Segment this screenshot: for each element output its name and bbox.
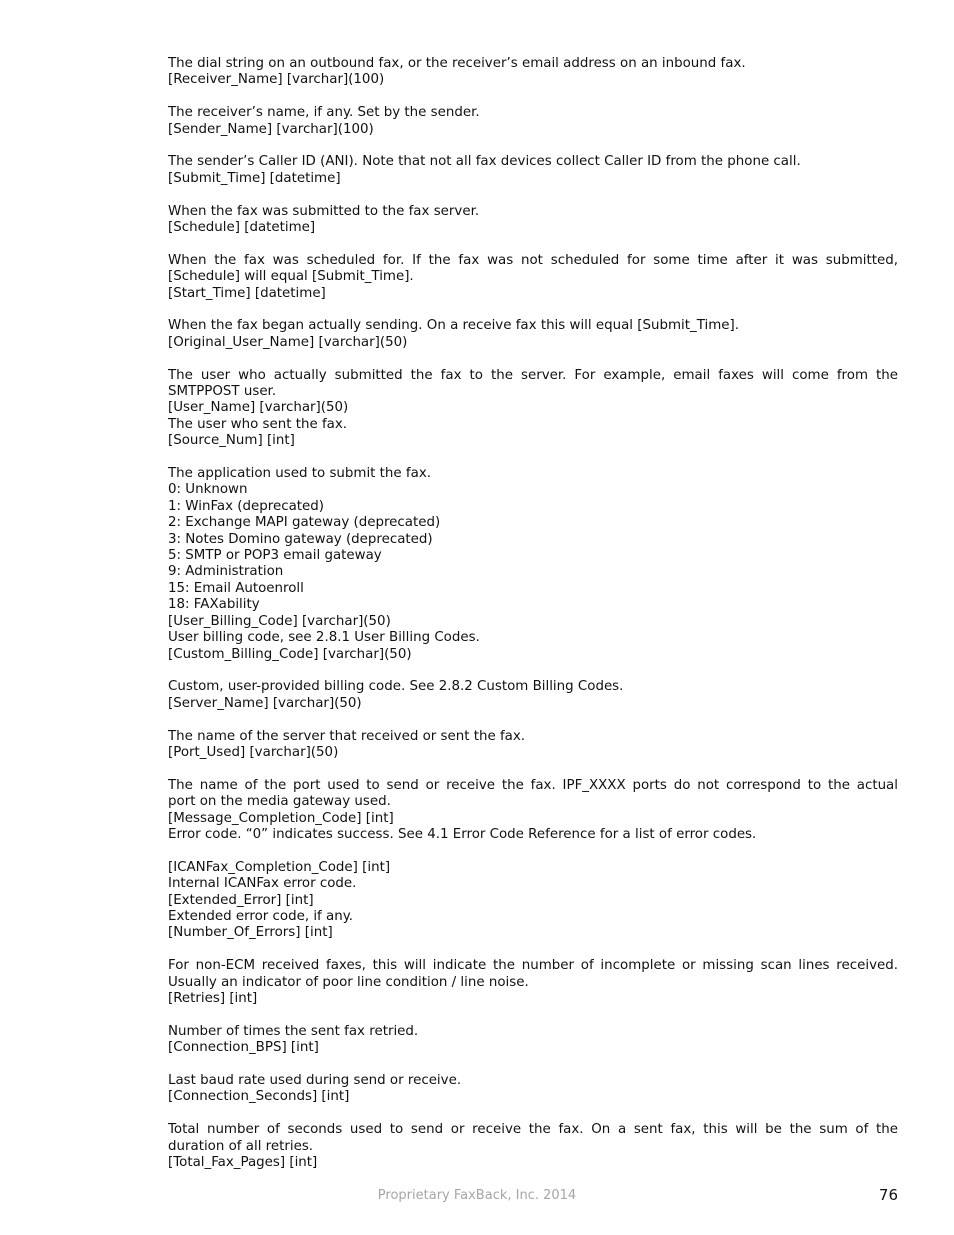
text-line: [ICANFax_Completion_Code] [int] — [168, 859, 391, 875]
text-block — [168, 1122, 898, 1171]
text-block — [168, 253, 898, 302]
text-line: The name of the server that received or sent the fax. — [168, 728, 526, 744]
text-line: When the fax was submitted to the fax server. — [168, 203, 480, 219]
text-line: Usually an indicator of poor line condition / line noise. — [168, 974, 529, 990]
text-line: Number of times the sent fax retried. — [168, 1023, 419, 1039]
text-line: [Number_Of_Errors] [int] — [168, 925, 333, 941]
text-line: Last baud rate used during send or receive. — [168, 1072, 462, 1088]
text-line: The user who sent the fax. — [168, 416, 348, 432]
text-line: [Retries] [int] — [168, 990, 258, 1006]
text-line: Error code. “0” indicates success. See 4.1 Error Code Reference for a list of error codes. — [168, 826, 757, 842]
text-block — [168, 204, 898, 237]
text-line: [Source_Num] [int] — [168, 433, 295, 449]
text-line: 15: Email Autoenroll — [168, 580, 304, 596]
text-line: [Message_Completion_Code] [int] — [168, 810, 394, 826]
text-block — [168, 679, 898, 712]
text-line: [Connection_Seconds] [int] — [168, 1089, 350, 1105]
text-line: [User_Billing_Code] [varchar](50) — [168, 613, 391, 629]
text-line: 18: FAXability — [168, 597, 260, 613]
text-block — [168, 318, 898, 351]
text-block — [168, 958, 898, 1007]
text-line: [Connection_BPS] [int] — [168, 1040, 319, 1056]
text-line: duration of all retries. — [168, 1138, 314, 1154]
text-line: 2: Exchange MAPI gateway (deprecated) — [168, 515, 441, 531]
text-line: [Total_Fax_Pages] [int] — [168, 1154, 318, 1170]
text-line: [User_Name] [varchar](50) — [168, 400, 349, 416]
text-line: [Custom_Billing_Code] [varchar](50) — [168, 646, 412, 662]
text-line: The sender’s Caller ID (ANI). Note that not all fax devices collect Caller ID from the phone call. — [168, 154, 801, 170]
text-line: For non-ECM received faxes, this will indicate the number of incomplete or missing scan lines received. — [168, 958, 898, 974]
text-block — [168, 778, 898, 844]
text-block — [168, 56, 898, 89]
text-line: Extended error code, if any. — [168, 908, 353, 924]
text-line: SMTPPOST user. — [168, 384, 277, 400]
text-block — [168, 466, 898, 663]
text-line: [Port_Used] [varchar](50) — [168, 744, 339, 760]
text-line: [Sender_Name] [varchar](100) — [168, 121, 374, 137]
text-block — [168, 105, 898, 138]
page-number: 76 — [878, 1186, 898, 1204]
text-line: [Schedule] will equal [Submit_Time]. — [168, 269, 414, 285]
text-line: [Schedule] [datetime] — [168, 220, 316, 236]
text-line: The dial string on an outbound fax, or the receiver’s email address on an inbound fax. — [168, 56, 746, 71]
text-line: When the fax was scheduled for. If the fax was not scheduled for some time after it was submitted, — [168, 252, 898, 268]
text-line: 1: WinFax (deprecated) — [168, 498, 324, 514]
text-line: [Original_User_Name] [varchar](50) — [168, 334, 408, 350]
text-line: The receiver’s name, if any. Set by the sender. — [168, 105, 480, 121]
text-line: Custom, user-provided billing code. See 2.8.2 Custom Billing Codes. — [168, 679, 624, 695]
footer-copyright: Proprietary FaxBack, Inc. 2014 — [377, 1188, 577, 1203]
text-line: The name of the port used to send or receive the fax. IPF_XXXX ports do not correspond to the actual — [168, 777, 898, 793]
text-line: [Extended_Error] [int] — [168, 892, 314, 908]
text-line: [Server_Name] [varchar](50) — [168, 695, 362, 711]
text-line: The user who actually submitted the fax to the server. For example, email faxes will come from the — [168, 367, 898, 383]
text-line: Internal ICANFax error code. — [168, 876, 357, 892]
text-line: The application used to submit the fax. — [168, 466, 432, 482]
text-line: User billing code, see 2.8.1 User Billing Codes. — [168, 630, 480, 646]
text-line: Total number of seconds used to send or receive the fax. On a sent fax, this will be the sum of the — [168, 1122, 898, 1138]
document-body — [168, 56, 898, 1171]
text-line: 0: Unknown — [168, 482, 248, 498]
text-line: 5: SMTP or POP3 email gateway — [168, 548, 382, 564]
text-block — [168, 368, 898, 450]
text-line: When the fax began actually sending. On a receive fax this will equal [Submit_Time]. — [168, 318, 739, 334]
text-block — [168, 1073, 898, 1106]
text-line: 9: Administration — [168, 564, 284, 580]
text-line: [Receiver_Name] [varchar](100) — [168, 72, 385, 88]
text-line: 3: Notes Domino gateway (deprecated) — [168, 531, 433, 547]
text-block — [168, 154, 898, 187]
text-line: port on the media gateway used. — [168, 794, 391, 810]
text-line: [Start_Time] [datetime] — [168, 285, 326, 301]
text-block — [168, 729, 898, 762]
text-block — [168, 860, 898, 942]
text-block — [168, 1024, 898, 1057]
text-line: [Submit_Time] [datetime] — [168, 170, 341, 186]
